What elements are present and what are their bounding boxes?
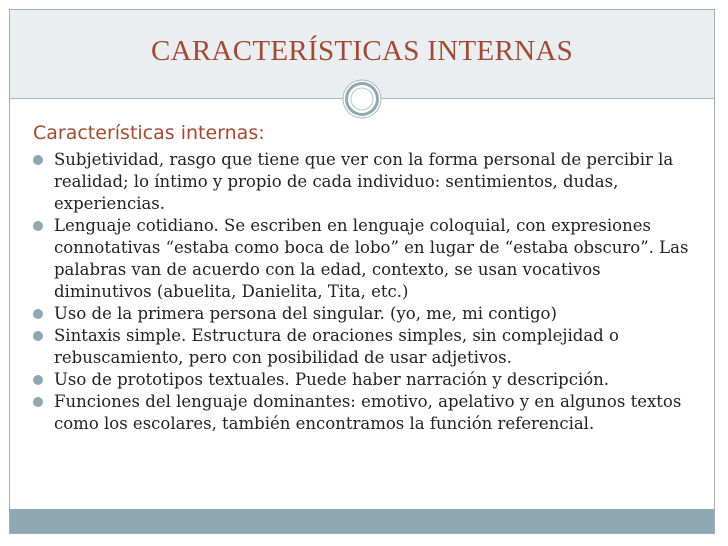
content-subheading: Características internas: [33, 122, 265, 144]
bullet-list [33, 149, 703, 435]
bullet-dot-icon [33, 155, 43, 165]
list-item-text: Uso de la primera persona del singular. (yo, me, mi contigo) [54, 304, 557, 323]
bullet-dot-icon [33, 375, 43, 385]
ring-ornament-icon [342, 79, 382, 119]
bullet-dot-icon [33, 397, 43, 407]
list-item [33, 325, 703, 369]
list-item-text: Subjetividad, rasgo que tiene que ver con la forma personal de percibir la realidad; lo íntimo y propio de cada individuo: sentimientos, dudas, experiencias. [54, 150, 674, 213]
bullet-dot-icon [33, 221, 43, 231]
bullet-dot-icon [33, 331, 43, 341]
list-item [33, 149, 703, 215]
list-item [33, 215, 703, 303]
list-item [33, 369, 703, 391]
list-item-text: Lenguaje cotidiano. Se escriben en lenguaje coloquial, con expresiones connotativas “estaba como boca de lobo” en lugar de “estaba obscuro”. Las palabras van de acuerdo con la edad, contexto, se usan vocativos diminutivos (abuelita, Danielita, Tita, etc.) [54, 216, 689, 301]
list-item-text: Funciones del lenguaje dominantes: emotivo, apelativo y en algunos textos como los escolares, también encontramos la función referencial. [54, 392, 682, 433]
slide-title: CARACTERÍSTICAS INTERNAS [150, 35, 574, 67]
list-item-text: Sintaxis simple. Estructura de oraciones simples, sin complejidad o rebuscamiento, pero con posibilidad de usar adjetivos. [54, 326, 619, 367]
list-item [33, 303, 703, 325]
list-item [33, 391, 703, 435]
footer-band [10, 509, 714, 533]
list-item-text: Uso de prototipos textuales. Puede haber narración y descripción. [54, 370, 610, 389]
slide-content [33, 121, 703, 435]
bullet-dot-icon [33, 309, 43, 319]
